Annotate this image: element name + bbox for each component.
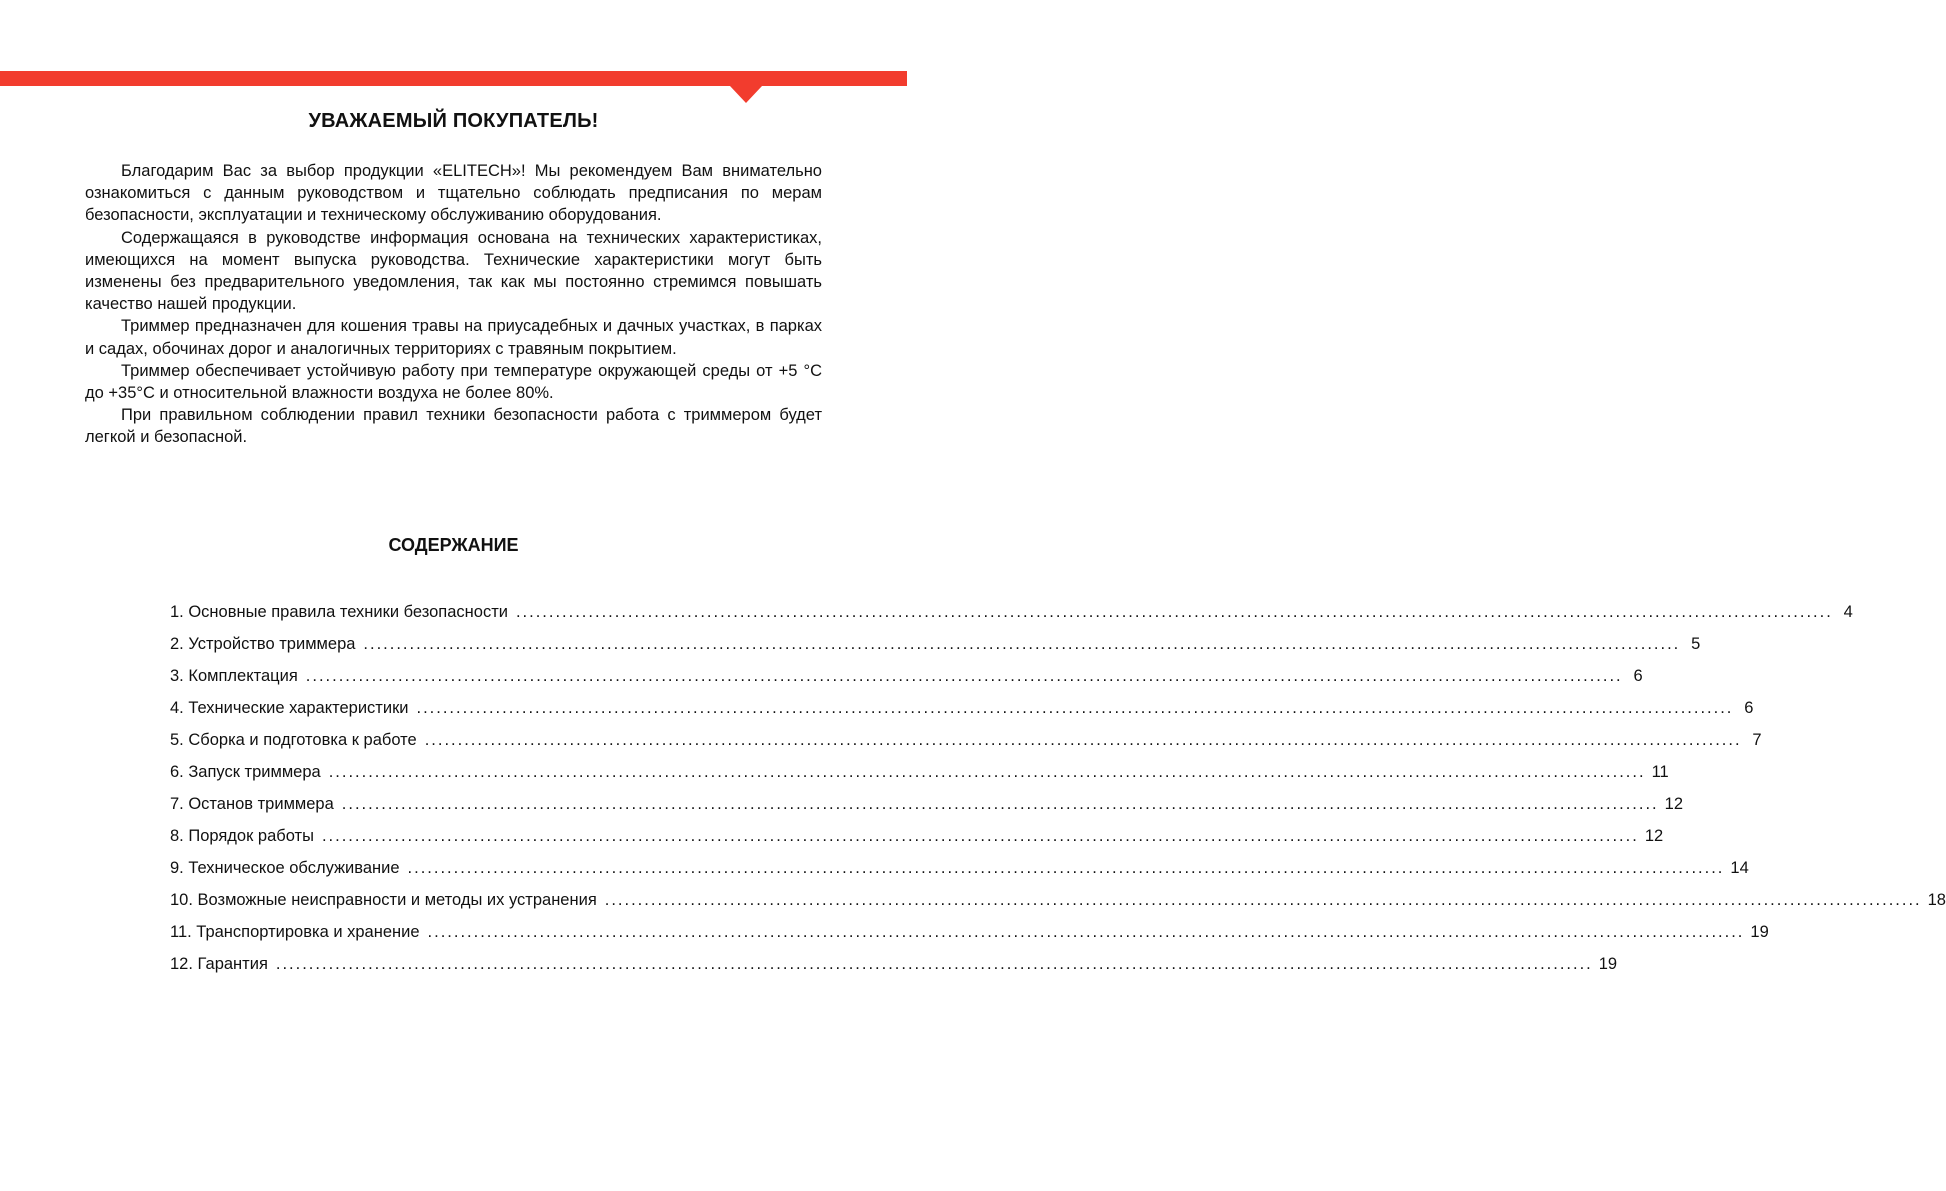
page-title: УВАЖАЕМЫЙ ПОКУПАТЕЛЬ! xyxy=(308,110,599,132)
intro-paragraph: При правильном соблюдении правил техники безопасности работа с триммером будет легкой и безопасной. xyxy=(85,406,822,447)
toc-item-label: 8. Порядок работы xyxy=(170,827,314,845)
intro-paragraph: Триммер обеспечивает устойчивую работу при температуре окружающей среды от +5 °С до +35°С и относительной влажности воздуха не более 80%. xyxy=(85,361,822,403)
toc-item-page: 12 xyxy=(1644,827,1664,845)
toc-item-page: 4 xyxy=(1843,603,1853,621)
toc-item-page: 19 xyxy=(1750,923,1769,941)
toc-leader-dots: ........................................................................................................................................................................................................ xyxy=(328,763,1646,781)
intro-paragraph: Триммер предназначен для кошения травы на приусадебных и дачных участках, в парках и садах, обочинах дорог и аналогичных территориях с травяным покрытием. xyxy=(85,317,822,358)
toc-item-label: 12. Гарантия xyxy=(170,955,268,973)
toc-item-page: 5 xyxy=(1691,635,1701,653)
toc-leader-dots: ........................................................................................................................................................................................................ xyxy=(515,603,1833,621)
toc-leader-dots: ........................................................................................................................................................................................................ xyxy=(427,923,1745,941)
toc-leader-dots: ........................................................................................................................................................................................................ xyxy=(321,827,1639,845)
toc-leader-dots: ........................................................................................................................................................................................................ xyxy=(416,699,1734,717)
toc-item-label: 10. Возможные неисправности и методы их устранения xyxy=(170,891,597,909)
toc-item-page: 14 xyxy=(1730,859,1749,877)
toc-leader-dots: ........................................................................................................................................................................................................ xyxy=(424,731,1742,749)
toc-item[interactable] xyxy=(170,815,1664,847)
intro-paragraph: Благодарим Вас за выбор продукции «ELITECH»! Мы рекомендуем Вам внимательно ознакомиться с данным руководством и тщательно соблюдать предписания по мерам безопасности, эксплуатации и техническому обслуживанию оборудования. xyxy=(85,162,822,225)
toc-item[interactable] xyxy=(170,911,1769,943)
toc-item[interactable] xyxy=(170,591,1853,623)
contents-title: СОДЕРЖАНИЕ xyxy=(388,535,519,555)
toc-item-page: 18 xyxy=(1927,891,1946,909)
intro-text xyxy=(85,160,822,449)
toc-item-page: 7 xyxy=(1752,731,1762,749)
toc-item-page: 11 xyxy=(1651,763,1669,781)
toc-item[interactable] xyxy=(170,719,1762,751)
toc-item-page: 6 xyxy=(1744,699,1754,717)
toc-item[interactable] xyxy=(170,943,1618,975)
toc-leader-dots: ........................................................................................................................................................................................................ xyxy=(341,795,1659,813)
toc-item[interactable] xyxy=(170,687,1754,719)
toc-item-label: 4. Технические характеристики xyxy=(170,699,409,717)
toc-item-label: 6. Запуск триммера xyxy=(170,763,321,781)
toc-item[interactable] xyxy=(170,879,1946,911)
toc-item-page: 6 xyxy=(1633,667,1643,685)
toc-leader-dots: ........................................................................................................................................................................................................ xyxy=(604,891,1922,909)
toc-item-label: 1. Основные правила техники безопасности xyxy=(170,603,508,621)
intro-paragraph: Содержащаяся в руководстве информация основана на технических характеристиках, имеющихся на момент выпуска руководства. Технические характеристики могут быть изменены без предварительного уведомления, так как мы постоянно стремимся повышать качество нашей продукции. xyxy=(85,228,822,314)
header-accent-shape xyxy=(0,71,907,105)
toc-item-label: 3. Комплектация xyxy=(170,667,298,685)
toc-item[interactable] xyxy=(170,783,1684,815)
toc-leader-dots: ........................................................................................................................................................................................................ xyxy=(305,667,1623,685)
toc-leader-dots: ........................................................................................................................................................................................................ xyxy=(363,635,1681,653)
toc-item-label: 7. Останов триммера xyxy=(170,795,334,813)
toc-item[interactable] xyxy=(170,751,1669,783)
toc-item-label: 2. Устройство триммера xyxy=(170,635,356,653)
toc-leader-dots: ........................................................................................................................................................................................................ xyxy=(407,859,1725,877)
toc-item-page: 12 xyxy=(1664,795,1684,813)
header-accent-bar xyxy=(0,71,907,87)
toc-item-label: 9. Техническое обслуживание xyxy=(170,859,400,877)
toc-item-label: 11. Транспортировка и хранение xyxy=(170,923,420,941)
toc-item[interactable] xyxy=(170,847,1749,879)
toc-item-label: 5. Сборка и подготовка к работе xyxy=(170,731,417,749)
toc-item[interactable] xyxy=(170,655,1643,687)
toc-item[interactable] xyxy=(170,623,1701,655)
toc-leader-dots: ........................................................................................................................................................................................................ xyxy=(275,955,1593,973)
toc-item-page: 19 xyxy=(1598,955,1618,973)
table-of-contents xyxy=(170,591,1946,975)
